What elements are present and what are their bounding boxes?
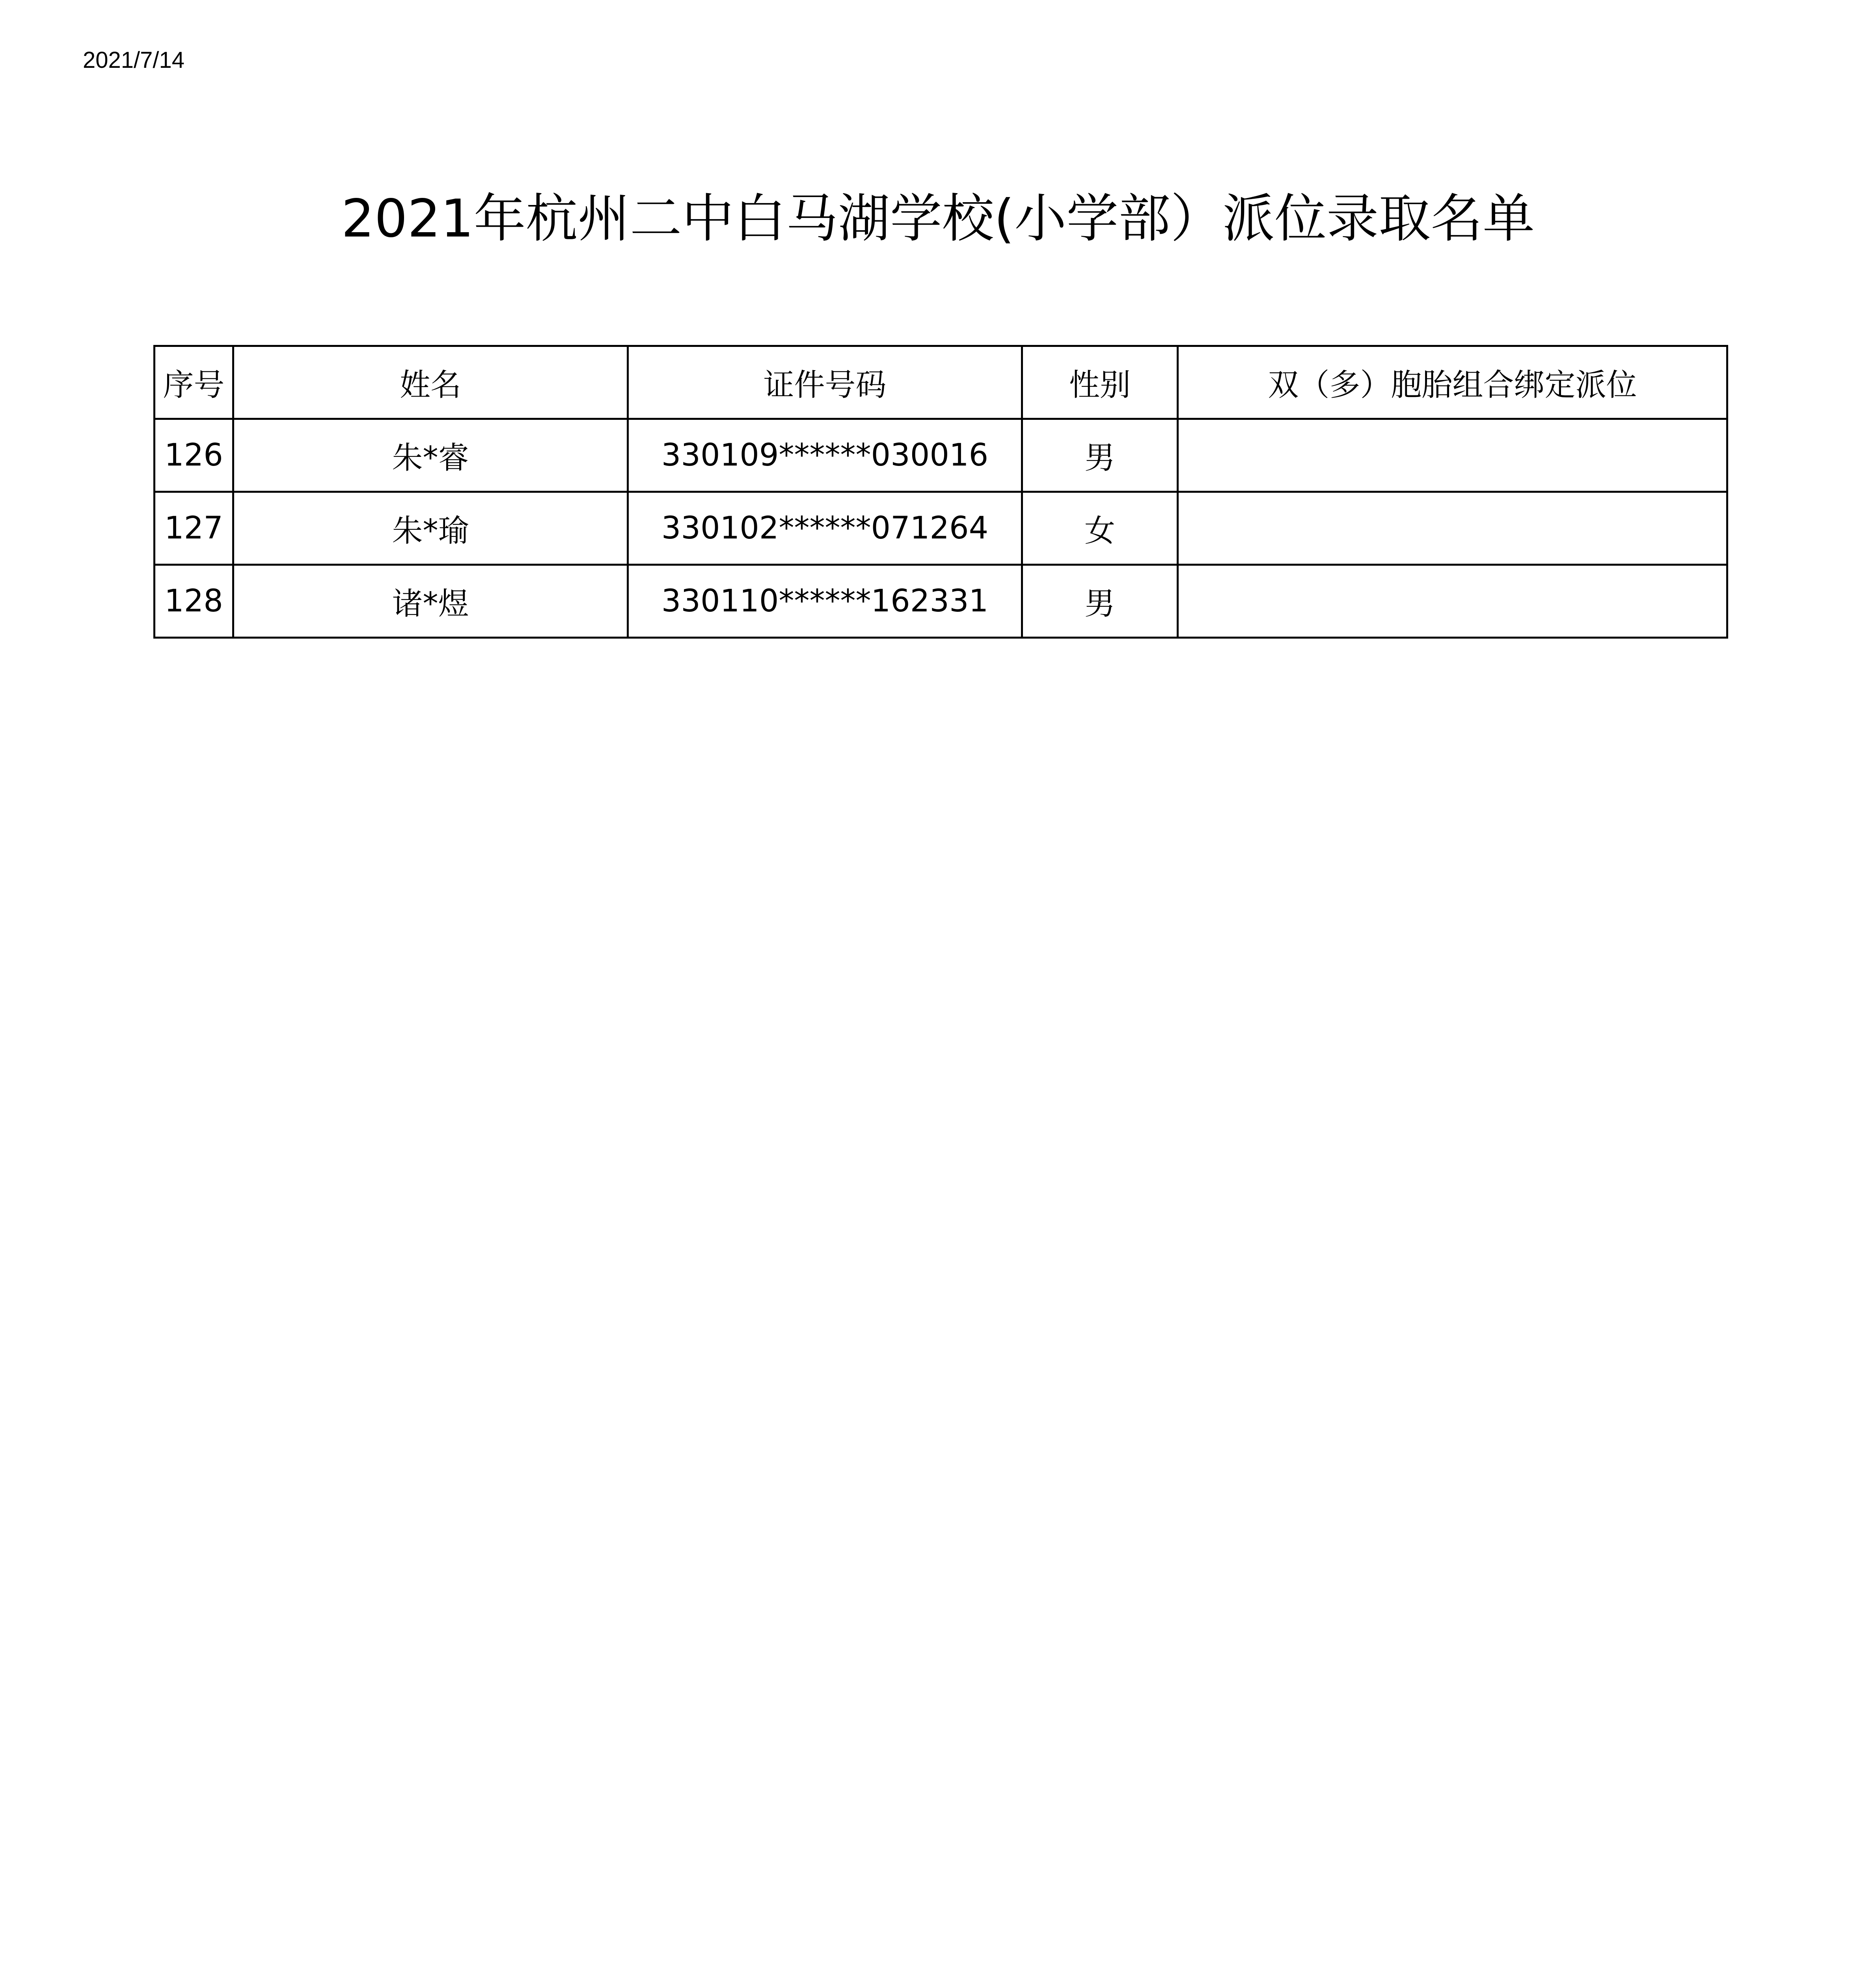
- cell-twin-binding: [1178, 565, 1727, 638]
- print-date: 2021/7/14: [83, 47, 185, 73]
- cell-name: 诸*煜: [233, 565, 628, 638]
- cell-gender: 男: [1022, 419, 1178, 492]
- column-header-serial: 序号: [155, 346, 233, 419]
- admission-table: [153, 345, 1728, 639]
- column-header-id-number: 证件号码: [628, 346, 1022, 419]
- cell-name: 朱*睿: [233, 419, 628, 492]
- cell-id-number: 330110******162331: [628, 565, 1022, 638]
- table-row: [155, 419, 1727, 492]
- column-header-gender: 性别: [1022, 346, 1178, 419]
- cell-id-number: 330102******071264: [628, 492, 1022, 565]
- cell-gender: 男: [1022, 565, 1178, 638]
- cell-serial: 128: [155, 565, 233, 638]
- table-row: [155, 492, 1727, 565]
- document-title: 2021年杭州二中白马湖学校(小学部）派位录取名单: [341, 188, 1535, 249]
- cell-gender: 女: [1022, 492, 1178, 565]
- cell-twin-binding: [1178, 419, 1727, 492]
- cell-twin-binding: [1178, 492, 1727, 565]
- cell-name: 朱*瑜: [233, 492, 628, 565]
- column-header-name: 姓名: [233, 346, 628, 419]
- cell-serial: 126: [155, 419, 233, 492]
- table-header-row: [155, 346, 1727, 419]
- cell-id-number: 330109******030016: [628, 419, 1022, 492]
- cell-serial: 127: [155, 492, 233, 565]
- column-header-twin-binding: 双（多）胞胎组合绑定派位: [1178, 346, 1727, 419]
- table-row: [155, 565, 1727, 638]
